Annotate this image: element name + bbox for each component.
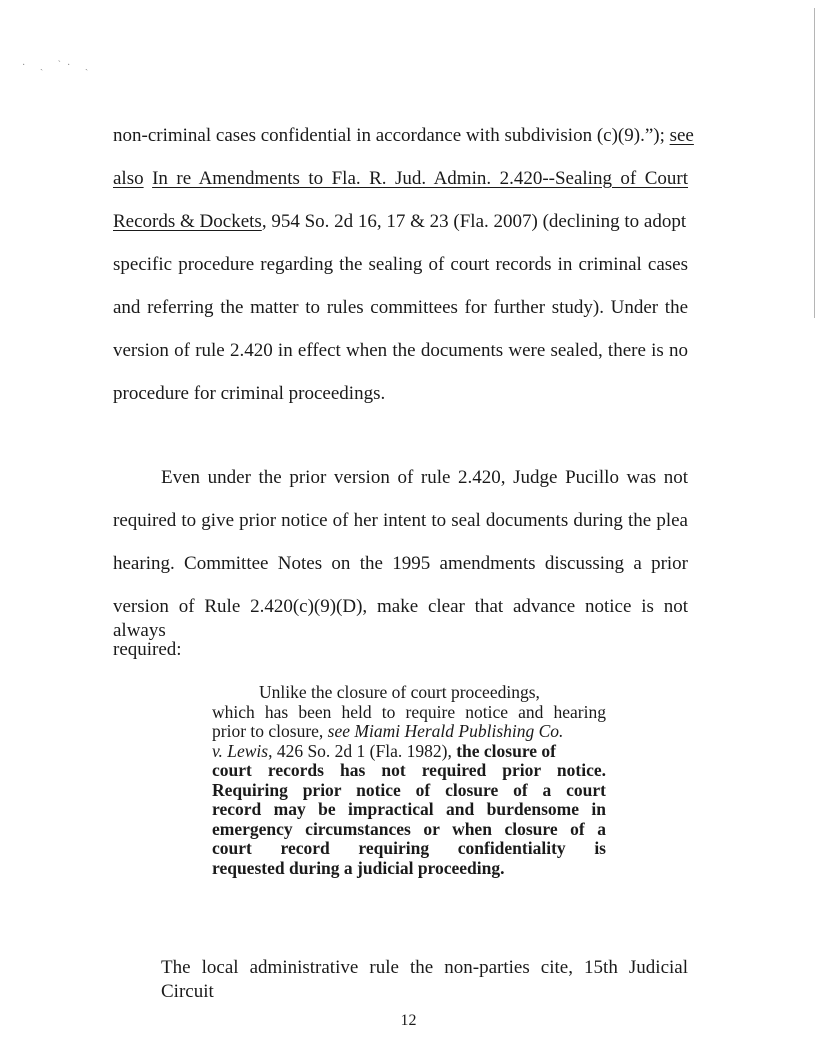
citation-see: see bbox=[669, 125, 694, 146]
para3-line-1: The local administrative rule the non-parties cite, 15th Judicial Circuit bbox=[161, 957, 688, 1002]
quote-line-7: record may be impractical and burdensome in bbox=[212, 799, 606, 819]
para1-line-5: and referring the matter to rules committees for further study). Under the bbox=[113, 297, 688, 318]
quote-line-9: court record requiring confidentiality is bbox=[212, 838, 606, 858]
page-number: 12 bbox=[400, 1012, 417, 1029]
quote-case-name: see Miami Herald Publishing Co. bbox=[327, 721, 564, 741]
para2-line-5: required: bbox=[113, 639, 182, 660]
quote-line-3: prior to closure, see Miami Herald Publishing Co. bbox=[212, 721, 564, 741]
citation-case-title-end: Records & Dockets bbox=[113, 211, 262, 232]
para1-line-1: non-criminal cases confidential in accordance with subdivision (c)(9).”); see bbox=[113, 125, 694, 146]
para1-line-7: procedure for criminal proceedings. bbox=[113, 383, 386, 404]
quote-line-6: Requiring prior notice of closure of a court bbox=[212, 779, 606, 800]
quote-line-2: which has been held to require notice and hearing bbox=[212, 701, 606, 722]
quote-line-8: emergency circumstances or when closure of a bbox=[212, 818, 606, 839]
para1-line-6: version of rule 2.420 in effect when the documents were sealed, there is no bbox=[113, 340, 688, 361]
para2-line-4: version of Rule 2.420(c)(9)(D), make clear that advance notice is not always bbox=[113, 596, 688, 641]
para1-line-4: specific procedure regarding the sealing of court records in criminal cases bbox=[113, 254, 688, 275]
scan-specks: · ˎ ˋ· ˎ bbox=[22, 60, 95, 71]
block-quote bbox=[212, 683, 606, 878]
citation-case-title: In re Amendments to Fla. R. Jud. Admin. 2.420--Sealing of Court bbox=[152, 168, 689, 189]
scan-edge-line bbox=[814, 8, 815, 318]
citation-also: also bbox=[113, 168, 144, 189]
para2-line-2: required to give prior notice of her intent to seal documents during the plea bbox=[113, 510, 688, 531]
para1-line-3: Records & Dockets, 954 So. 2d 16, 17 & 23 (Fla. 2007) (declining to adopt bbox=[113, 211, 687, 232]
quote-line-10: requested during a judicial proceeding. bbox=[212, 857, 505, 878]
quote-line-1: Unlike the closure of court proceedings, bbox=[259, 682, 540, 702]
quote-line-4: v. Lewis, 426 So. 2d 1 (Fla. 1982), the closure of bbox=[212, 740, 556, 761]
para2-line-1: Even under the prior version of rule 2.420, Judge Pucillo was not bbox=[161, 467, 688, 488]
para1-line-2 bbox=[113, 167, 688, 191]
quote-line-5: court records has not required prior notice. bbox=[212, 760, 606, 780]
para2-line-3: hearing. Committee Notes on the 1995 amendments discussing a prior bbox=[113, 553, 688, 574]
